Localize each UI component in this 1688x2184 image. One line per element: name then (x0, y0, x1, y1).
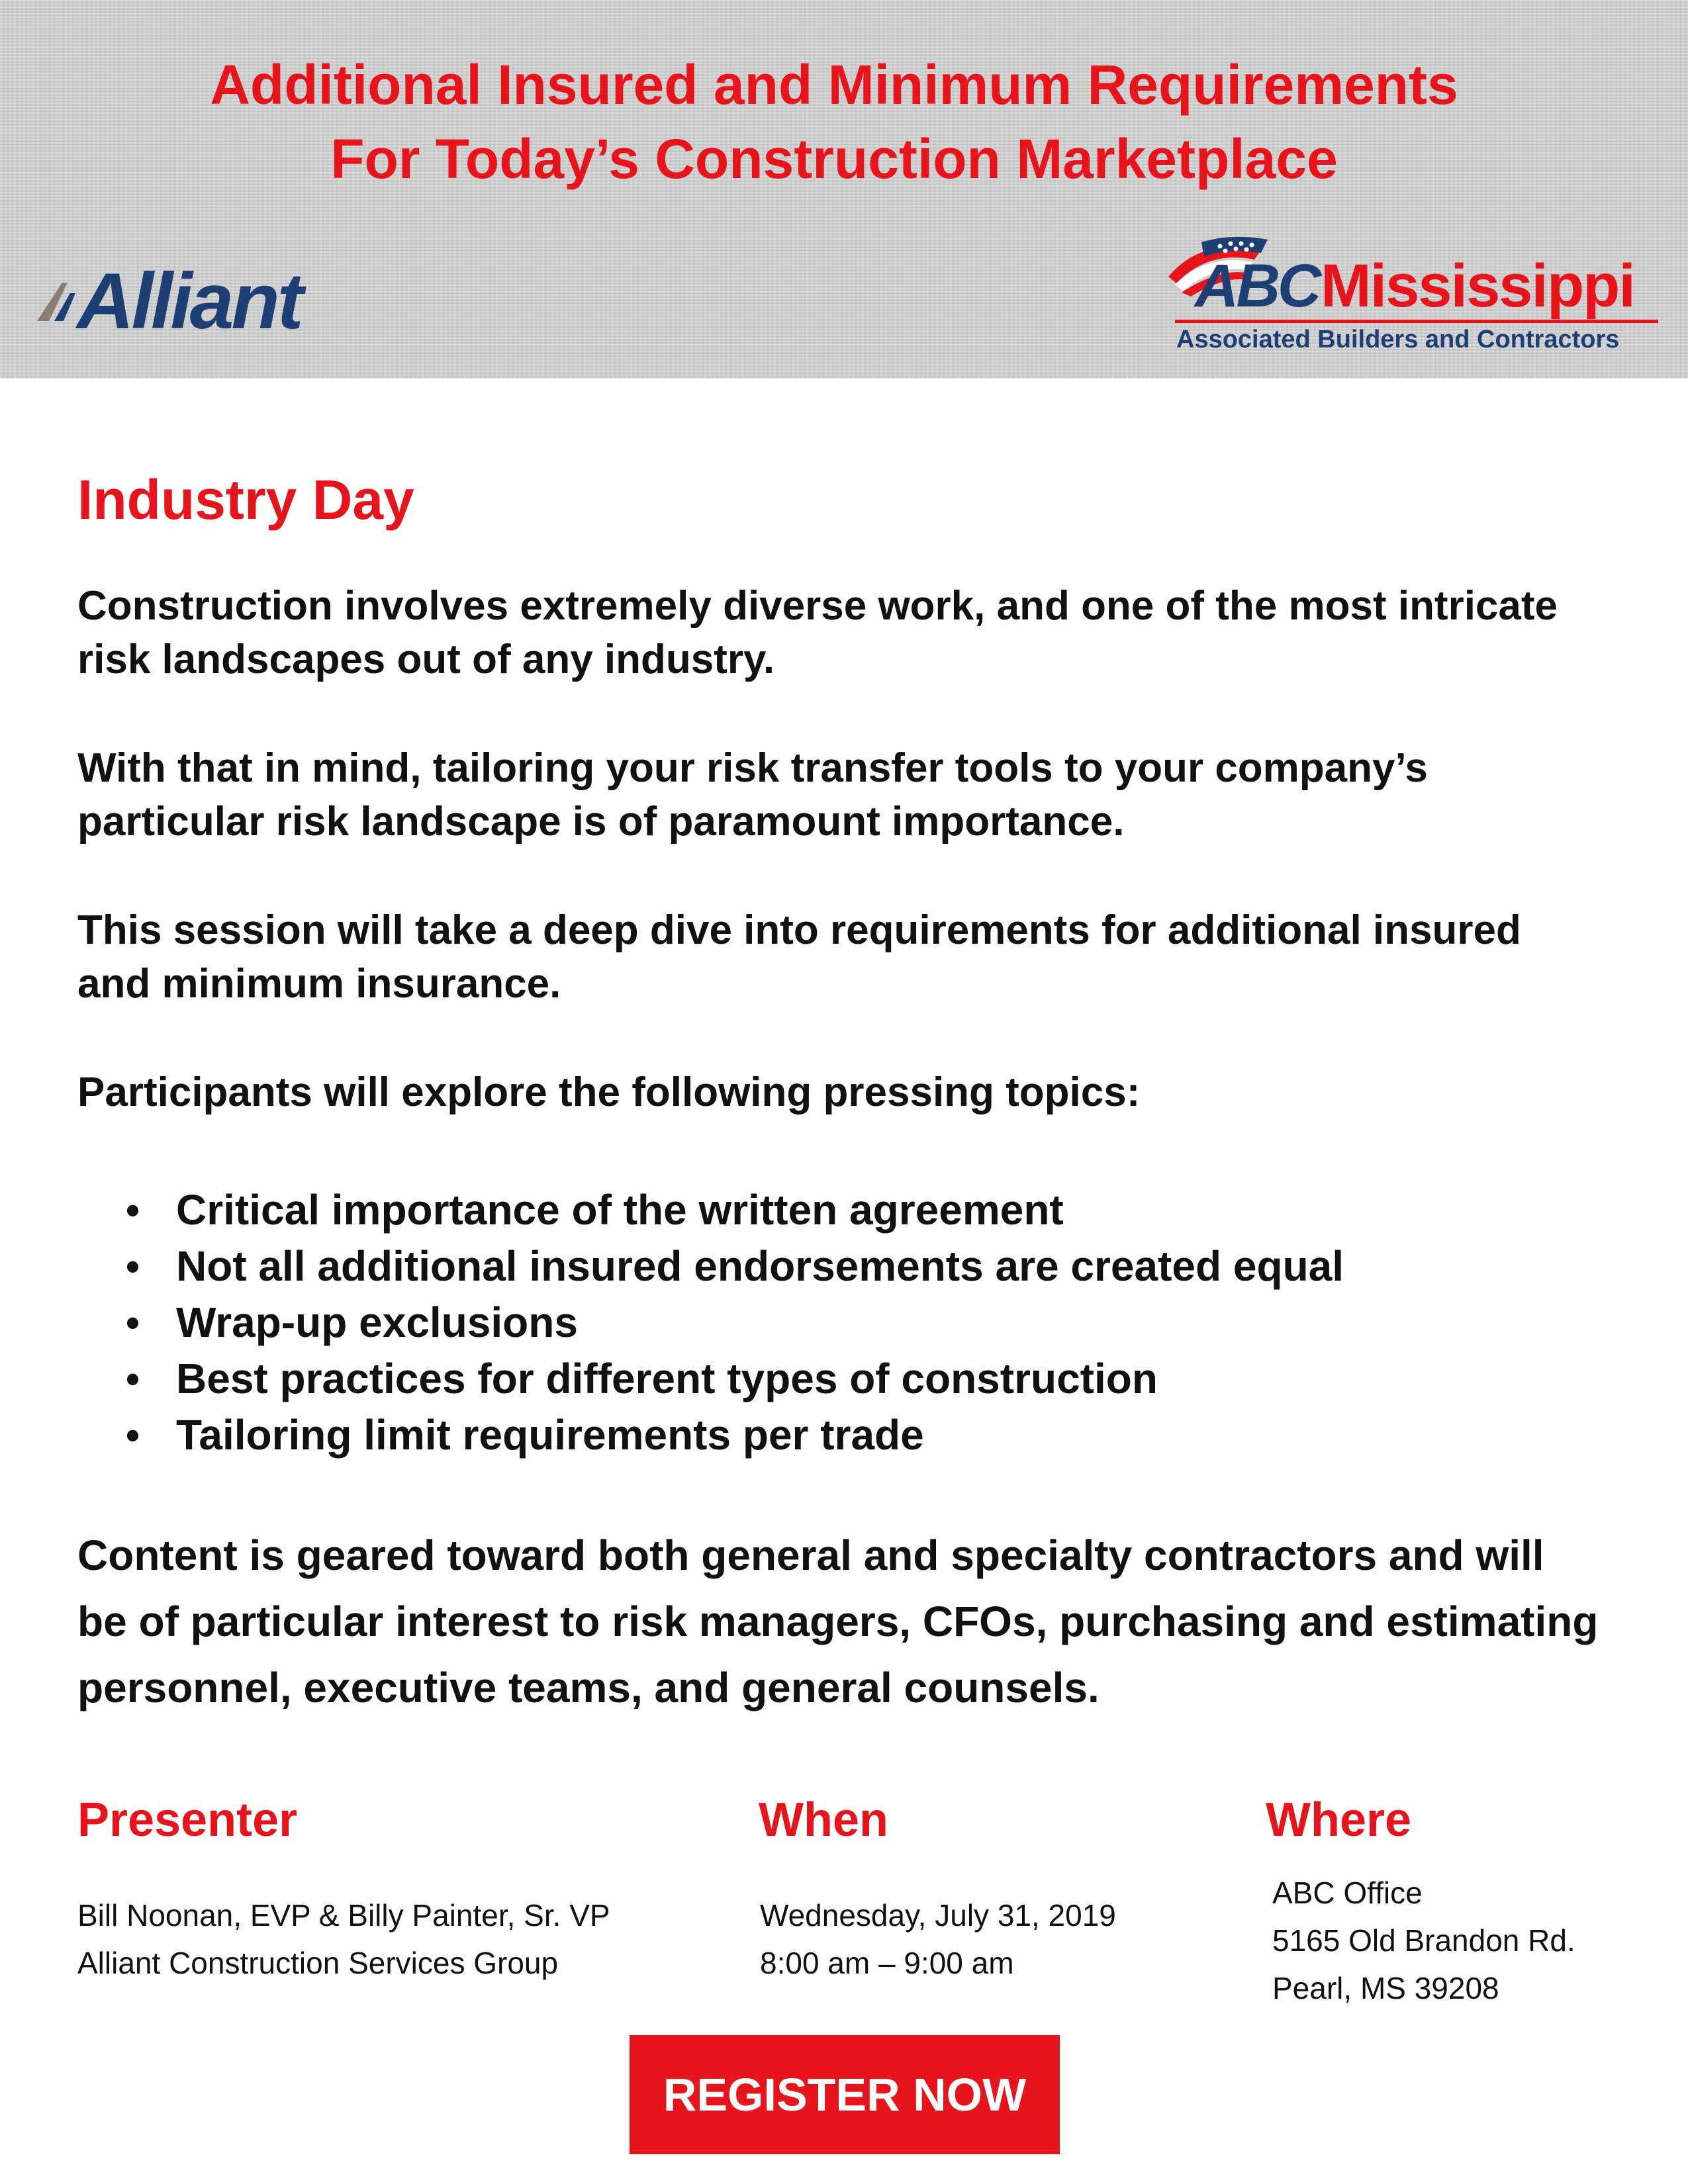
mississippi-logo-text: Mississippi (1321, 252, 1634, 320)
intro-paragraph: Construction involves extremely diverse work, and one of the most intricate risk landscapes out of any industry. (77, 583, 1558, 682)
list-item: • Wrap-up exclusions (126, 1295, 1344, 1351)
risk-transfer-paragraph: With that in mind, tailoring your risk transfer tools to your company’s particular risk landscape is of paramount importance. (77, 745, 1428, 844)
abc-logo-subtitle: Associated Builders and Contractors (1176, 326, 1620, 353)
where-heading: Where (1266, 1794, 1412, 1846)
list-item: • Best practices for different types of construction (126, 1351, 1344, 1407)
topics-list (126, 1182, 1344, 1463)
industry-day-heading: Industry Day (77, 469, 414, 531)
alliant-logo-text: Alliant (77, 257, 301, 345)
session-paragraph: This session will take a deep dive into requirements for additional insured and minimum insurance. (77, 907, 1521, 1007)
topics-intro-paragraph: Participants will explore the following pressing topics: (77, 1069, 1141, 1115)
venue-street: 5165 Old Brandon Rd. (1272, 1923, 1575, 1958)
title-line-1: Additional Insured and Minimum Requirements (210, 54, 1458, 116)
alliant-logo (37, 257, 395, 345)
when-heading: When (759, 1794, 888, 1846)
header-banner (0, 0, 1688, 379)
title-line-2: For Today’s Construction Marketplace (330, 128, 1338, 190)
venue-name: ABC Office (1272, 1876, 1423, 1910)
presenter-group: Alliant Construction Services Group (77, 1946, 559, 1980)
register-now-button[interactable]: REGISTER NOW (630, 2035, 1060, 2154)
venue-city: Pearl, MS 39208 (1272, 1971, 1499, 2005)
event-time: 8:00 am – 9:00 am (760, 1946, 1014, 1980)
list-item: • Not all additional insured endorsements are created equal (126, 1238, 1344, 1295)
audience-paragraph: Content is geared toward both general and specialty contractors and will be of particular interest to risk managers, CFOs, purchasing and estimating personnel, executive teams, and general counsels. (77, 1531, 1599, 1711)
presenter-heading: Presenter (77, 1794, 298, 1846)
event-date: Wednesday, July 31, 2019 (760, 1898, 1116, 1933)
list-item: • Tailoring limit requirements per trade (126, 1407, 1344, 1463)
abc-mississippi-logo (1162, 225, 1665, 364)
list-item: • Critical importance of the written agreement (126, 1182, 1344, 1238)
abc-logo-text: ABC (1195, 252, 1319, 320)
presenter-names: Bill Noonan, EVP & Billy Painter, Sr. VP (77, 1898, 610, 1933)
